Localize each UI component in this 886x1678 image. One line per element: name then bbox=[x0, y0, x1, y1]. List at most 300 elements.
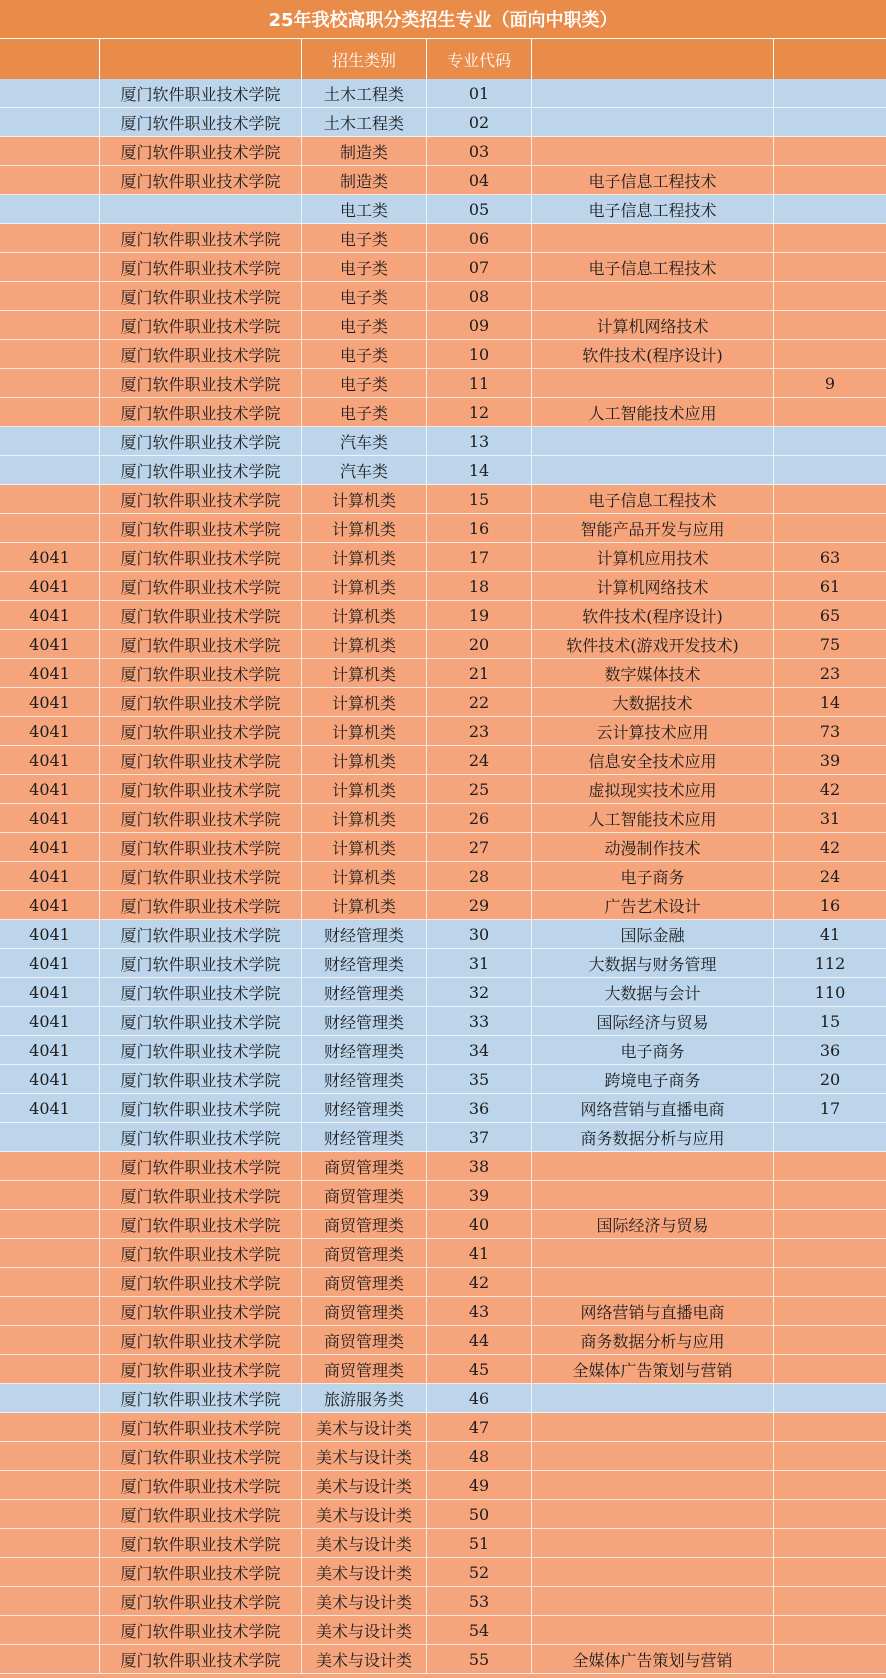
quota-cell: 9 bbox=[774, 369, 886, 398]
category-cell: 财经管理类 bbox=[302, 1094, 427, 1123]
major-name-cell bbox=[532, 427, 774, 456]
category-cell: 美术与设计类 bbox=[302, 1645, 427, 1674]
header-cell-0 bbox=[0, 39, 100, 79]
table-row bbox=[0, 398, 886, 427]
school-name-cell: 厦门软件职业技术学院 bbox=[100, 630, 302, 659]
quota-cell bbox=[774, 1210, 886, 1239]
table-row bbox=[0, 1326, 886, 1355]
major-code-cell: 33 bbox=[427, 1007, 532, 1036]
quota-cell bbox=[774, 1645, 886, 1674]
major-name-cell bbox=[532, 137, 774, 166]
table-row bbox=[0, 311, 886, 340]
quota-cell bbox=[774, 166, 886, 195]
school-name-cell: 厦门软件职业技术学院 bbox=[100, 514, 302, 543]
school-code-cell bbox=[0, 253, 100, 282]
major-name-cell bbox=[532, 1239, 774, 1268]
table-row bbox=[0, 920, 886, 949]
major-name-cell: 电子商务 bbox=[532, 1036, 774, 1065]
table-row bbox=[0, 1471, 886, 1500]
school-code-cell: 4041 bbox=[0, 775, 100, 804]
quota-cell: 15 bbox=[774, 1007, 886, 1036]
header-cell-1 bbox=[100, 39, 302, 79]
major-code-cell: 51 bbox=[427, 1529, 532, 1558]
category-cell: 电子类 bbox=[302, 224, 427, 253]
major-code-cell: 21 bbox=[427, 659, 532, 688]
major-name-cell: 全媒体广告策划与营销 bbox=[532, 1355, 774, 1384]
major-name-cell: 人工智能技术应用 bbox=[532, 804, 774, 833]
category-cell: 土木工程类 bbox=[302, 108, 427, 137]
school-name-cell: 厦门软件职业技术学院 bbox=[100, 891, 302, 920]
school-code-cell bbox=[0, 369, 100, 398]
school-name-cell: 厦门软件职业技术学院 bbox=[100, 862, 302, 891]
school-name-cell: 厦门软件职业技术学院 bbox=[100, 427, 302, 456]
major-code-cell: 36 bbox=[427, 1094, 532, 1123]
major-name-cell: 信息安全技术应用 bbox=[532, 746, 774, 775]
school-name-cell bbox=[100, 195, 302, 224]
table-row bbox=[0, 456, 886, 485]
quota-cell: 24 bbox=[774, 862, 886, 891]
quota-cell bbox=[774, 398, 886, 427]
table-row bbox=[0, 1616, 886, 1645]
table-row bbox=[0, 717, 886, 746]
quota-cell bbox=[774, 427, 886, 456]
quota-cell: 65 bbox=[774, 601, 886, 630]
school-code-cell bbox=[0, 1558, 100, 1587]
school-code-cell bbox=[0, 1181, 100, 1210]
category-cell: 电工类 bbox=[302, 195, 427, 224]
quota-cell bbox=[774, 1181, 886, 1210]
quota-cell: 112 bbox=[774, 949, 886, 978]
major-name-cell bbox=[532, 282, 774, 311]
major-code-cell: 15 bbox=[427, 485, 532, 514]
major-code-cell: 02 bbox=[427, 108, 532, 137]
major-name-cell: 动漫制作技术 bbox=[532, 833, 774, 862]
category-cell: 汽车类 bbox=[302, 456, 427, 485]
school-name-cell: 厦门软件职业技术学院 bbox=[100, 282, 302, 311]
category-cell: 计算机类 bbox=[302, 601, 427, 630]
category-cell: 美术与设计类 bbox=[302, 1587, 427, 1616]
table-row bbox=[0, 427, 886, 456]
category-cell: 财经管理类 bbox=[302, 1065, 427, 1094]
major-code-cell: 49 bbox=[427, 1471, 532, 1500]
quota-cell bbox=[774, 1239, 886, 1268]
school-name-cell: 厦门软件职业技术学院 bbox=[100, 224, 302, 253]
major-name-cell: 国际经济与贸易 bbox=[532, 1007, 774, 1036]
category-cell: 计算机类 bbox=[302, 775, 427, 804]
school-code-cell bbox=[0, 224, 100, 253]
category-cell: 电子类 bbox=[302, 369, 427, 398]
quota-cell bbox=[774, 1587, 886, 1616]
school-name-cell: 厦门软件职业技术学院 bbox=[100, 572, 302, 601]
category-cell: 商贸管理类 bbox=[302, 1239, 427, 1268]
quota-cell: 73 bbox=[774, 717, 886, 746]
table-row bbox=[0, 543, 886, 572]
major-name-cell bbox=[532, 79, 774, 108]
quota-cell: 39 bbox=[774, 746, 886, 775]
school-code-cell bbox=[0, 340, 100, 369]
major-name-cell: 电子商务 bbox=[532, 862, 774, 891]
school-code-cell bbox=[0, 137, 100, 166]
school-name-cell: 厦门软件职业技术学院 bbox=[100, 369, 302, 398]
school-code-cell: 4041 bbox=[0, 572, 100, 601]
major-code-cell: 42 bbox=[427, 1268, 532, 1297]
major-name-cell: 软件技术(程序设计) bbox=[532, 340, 774, 369]
school-name-cell: 厦门软件职业技术学院 bbox=[100, 775, 302, 804]
quota-cell bbox=[774, 108, 886, 137]
major-name-cell bbox=[532, 1413, 774, 1442]
school-code-cell: 4041 bbox=[0, 659, 100, 688]
category-cell: 制造类 bbox=[302, 166, 427, 195]
school-name-cell: 厦门软件职业技术学院 bbox=[100, 717, 302, 746]
major-code-cell: 40 bbox=[427, 1210, 532, 1239]
major-code-cell: 53 bbox=[427, 1587, 532, 1616]
category-cell: 商贸管理类 bbox=[302, 1181, 427, 1210]
school-code-cell bbox=[0, 456, 100, 485]
school-name-cell: 厦门软件职业技术学院 bbox=[100, 1065, 302, 1094]
school-code-cell: 4041 bbox=[0, 717, 100, 746]
school-name-cell: 厦门软件职业技术学院 bbox=[100, 1471, 302, 1500]
school-code-cell bbox=[0, 1471, 100, 1500]
header-cell-5 bbox=[774, 39, 886, 79]
school-code-cell: 4041 bbox=[0, 688, 100, 717]
table-row bbox=[0, 195, 886, 224]
major-code-cell: 20 bbox=[427, 630, 532, 659]
category-cell: 制造类 bbox=[302, 137, 427, 166]
quota-cell bbox=[774, 137, 886, 166]
table-row bbox=[0, 1239, 886, 1268]
table-row bbox=[0, 1094, 886, 1123]
quota-cell bbox=[774, 1500, 886, 1529]
quota-cell: 17 bbox=[774, 1094, 886, 1123]
school-name-cell: 厦门软件职业技术学院 bbox=[100, 1181, 302, 1210]
major-code-cell: 43 bbox=[427, 1297, 532, 1326]
category-cell: 美术与设计类 bbox=[302, 1413, 427, 1442]
school-code-cell bbox=[0, 1210, 100, 1239]
quota-cell bbox=[774, 1326, 886, 1355]
category-cell: 计算机类 bbox=[302, 833, 427, 862]
table-row bbox=[0, 1355, 886, 1384]
major-name-cell: 商务数据分析与应用 bbox=[532, 1123, 774, 1152]
category-cell: 电子类 bbox=[302, 398, 427, 427]
quota-cell bbox=[774, 1297, 886, 1326]
quota-cell bbox=[774, 311, 886, 340]
table-row bbox=[0, 1645, 886, 1674]
school-name-cell: 厦门软件职业技术学院 bbox=[100, 746, 302, 775]
category-cell: 财经管理类 bbox=[302, 978, 427, 1007]
school-name-cell: 厦门软件职业技术学院 bbox=[100, 1152, 302, 1181]
school-name-cell: 厦门软件职业技术学院 bbox=[100, 1355, 302, 1384]
school-code-cell bbox=[0, 1239, 100, 1268]
major-code-cell: 50 bbox=[427, 1500, 532, 1529]
major-name-cell bbox=[532, 1529, 774, 1558]
table-row bbox=[0, 804, 886, 833]
major-name-cell bbox=[532, 1471, 774, 1500]
category-cell: 计算机类 bbox=[302, 804, 427, 833]
school-code-cell bbox=[0, 1355, 100, 1384]
school-name-cell: 厦门软件职业技术学院 bbox=[100, 833, 302, 862]
category-cell: 计算机类 bbox=[302, 514, 427, 543]
quota-cell bbox=[774, 1268, 886, 1297]
school-code-cell bbox=[0, 282, 100, 311]
major-code-cell: 17 bbox=[427, 543, 532, 572]
school-name-cell: 厦门软件职业技术学院 bbox=[100, 340, 302, 369]
school-name-cell: 厦门软件职业技术学院 bbox=[100, 1384, 302, 1413]
school-name-cell: 厦门软件职业技术学院 bbox=[100, 1268, 302, 1297]
major-code-cell: 19 bbox=[427, 601, 532, 630]
major-code-cell: 45 bbox=[427, 1355, 532, 1384]
major-code-cell: 11 bbox=[427, 369, 532, 398]
major-name-cell bbox=[532, 1181, 774, 1210]
major-code-cell: 22 bbox=[427, 688, 532, 717]
category-cell: 计算机类 bbox=[302, 717, 427, 746]
major-name-cell bbox=[532, 1587, 774, 1616]
quota-cell: 14 bbox=[774, 688, 886, 717]
school-name-cell: 厦门软件职业技术学院 bbox=[100, 1442, 302, 1471]
major-code-cell: 10 bbox=[427, 340, 532, 369]
major-code-cell: 46 bbox=[427, 1384, 532, 1413]
major-code-cell: 34 bbox=[427, 1036, 532, 1065]
category-cell: 计算机类 bbox=[302, 891, 427, 920]
major-code-cell: 08 bbox=[427, 282, 532, 311]
school-code-cell: 4041 bbox=[0, 804, 100, 833]
major-name-cell: 全媒体广告策划与营销 bbox=[532, 1645, 774, 1674]
school-code-cell: 4041 bbox=[0, 891, 100, 920]
major-code-cell: 55 bbox=[427, 1645, 532, 1674]
table-row bbox=[0, 1152, 886, 1181]
major-name-cell: 计算机网络技术 bbox=[532, 572, 774, 601]
table-row bbox=[0, 1442, 886, 1471]
major-code-cell: 48 bbox=[427, 1442, 532, 1471]
table-row bbox=[0, 1587, 886, 1616]
major-code-cell: 18 bbox=[427, 572, 532, 601]
school-name-cell: 厦门软件职业技术学院 bbox=[100, 1558, 302, 1587]
major-code-cell: 25 bbox=[427, 775, 532, 804]
major-code-cell: 28 bbox=[427, 862, 532, 891]
school-code-cell bbox=[0, 1616, 100, 1645]
school-code-cell bbox=[0, 1326, 100, 1355]
major-name-cell bbox=[532, 1442, 774, 1471]
major-code-cell: 12 bbox=[427, 398, 532, 427]
table-row bbox=[0, 1123, 886, 1152]
major-code-cell: 03 bbox=[427, 137, 532, 166]
school-name-cell: 厦门软件职业技术学院 bbox=[100, 949, 302, 978]
school-name-cell: 厦门软件职业技术学院 bbox=[100, 311, 302, 340]
table-row bbox=[0, 659, 886, 688]
major-name-cell: 跨境电子商务 bbox=[532, 1065, 774, 1094]
school-code-cell: 4041 bbox=[0, 833, 100, 862]
school-code-cell: 4041 bbox=[0, 1036, 100, 1065]
quota-cell bbox=[774, 514, 886, 543]
table-row bbox=[0, 108, 886, 137]
table-title: 25年我校高职分类招生专业（面向中职类） bbox=[0, 0, 886, 39]
category-cell: 旅游服务类 bbox=[302, 1384, 427, 1413]
school-code-cell bbox=[0, 166, 100, 195]
category-cell: 土木工程类 bbox=[302, 79, 427, 108]
school-name-cell: 厦门软件职业技术学院 bbox=[100, 398, 302, 427]
quota-cell: 41 bbox=[774, 920, 886, 949]
school-code-cell bbox=[0, 485, 100, 514]
header-major-code: 专业代码 bbox=[427, 39, 532, 79]
school-code-cell bbox=[0, 514, 100, 543]
table-body bbox=[0, 79, 886, 1674]
school-name-cell: 厦门软件职业技术学院 bbox=[100, 108, 302, 137]
major-name-cell: 广告艺术设计 bbox=[532, 891, 774, 920]
school-name-cell: 厦门软件职业技术学院 bbox=[100, 1210, 302, 1239]
school-code-cell: 4041 bbox=[0, 920, 100, 949]
school-name-cell: 厦门软件职业技术学院 bbox=[100, 1123, 302, 1152]
category-cell: 商贸管理类 bbox=[302, 1152, 427, 1181]
category-cell: 美术与设计类 bbox=[302, 1442, 427, 1471]
table-row bbox=[0, 166, 886, 195]
school-code-cell bbox=[0, 1152, 100, 1181]
category-cell: 计算机类 bbox=[302, 572, 427, 601]
school-name-cell: 厦门软件职业技术学院 bbox=[100, 1094, 302, 1123]
category-cell: 商贸管理类 bbox=[302, 1355, 427, 1384]
school-name-cell: 厦门软件职业技术学院 bbox=[100, 659, 302, 688]
major-code-cell: 39 bbox=[427, 1181, 532, 1210]
major-name-cell: 虚拟现实技术应用 bbox=[532, 775, 774, 804]
major-name-cell: 国际经济与贸易 bbox=[532, 1210, 774, 1239]
school-code-cell bbox=[0, 1384, 100, 1413]
category-cell: 财经管理类 bbox=[302, 1007, 427, 1036]
quota-cell: 20 bbox=[774, 1065, 886, 1094]
quota-cell bbox=[774, 1413, 886, 1442]
table-row bbox=[0, 833, 886, 862]
quota-cell bbox=[774, 1442, 886, 1471]
school-name-cell: 厦门软件职业技术学院 bbox=[100, 978, 302, 1007]
table-row bbox=[0, 1065, 886, 1094]
category-cell: 商贸管理类 bbox=[302, 1326, 427, 1355]
category-cell: 电子类 bbox=[302, 253, 427, 282]
quota-cell bbox=[774, 485, 886, 514]
school-code-cell: 4041 bbox=[0, 746, 100, 775]
school-code-cell bbox=[0, 1529, 100, 1558]
header-cell-4 bbox=[532, 39, 774, 79]
table-row bbox=[0, 369, 886, 398]
major-name-cell bbox=[532, 1500, 774, 1529]
table-row bbox=[0, 688, 886, 717]
quota-cell: 75 bbox=[774, 630, 886, 659]
major-name-cell: 电子信息工程技术 bbox=[532, 253, 774, 282]
school-name-cell: 厦门软件职业技术学院 bbox=[100, 1007, 302, 1036]
table-row bbox=[0, 1210, 886, 1239]
school-name-cell: 厦门软件职业技术学院 bbox=[100, 804, 302, 833]
category-cell: 计算机类 bbox=[302, 688, 427, 717]
school-code-cell bbox=[0, 398, 100, 427]
table-row bbox=[0, 340, 886, 369]
major-name-cell: 智能产品开发与应用 bbox=[532, 514, 774, 543]
major-name-cell: 大数据技术 bbox=[532, 688, 774, 717]
quota-cell: 23 bbox=[774, 659, 886, 688]
major-code-cell: 23 bbox=[427, 717, 532, 746]
major-code-cell: 29 bbox=[427, 891, 532, 920]
major-name-cell: 电子信息工程技术 bbox=[532, 195, 774, 224]
category-cell: 计算机类 bbox=[302, 746, 427, 775]
school-name-cell: 厦门软件职业技术学院 bbox=[100, 543, 302, 572]
quota-cell bbox=[774, 1152, 886, 1181]
category-cell: 商贸管理类 bbox=[302, 1297, 427, 1326]
major-code-cell: 27 bbox=[427, 833, 532, 862]
major-name-cell: 人工智能技术应用 bbox=[532, 398, 774, 427]
school-code-cell: 4041 bbox=[0, 949, 100, 978]
major-name-cell: 电子信息工程技术 bbox=[532, 166, 774, 195]
major-name-cell: 大数据与财务管理 bbox=[532, 949, 774, 978]
school-code-cell: 4041 bbox=[0, 1007, 100, 1036]
major-code-cell: 47 bbox=[427, 1413, 532, 1442]
major-name-cell bbox=[532, 1558, 774, 1587]
table-row bbox=[0, 978, 886, 1007]
quota-cell bbox=[774, 456, 886, 485]
category-cell: 美术与设计类 bbox=[302, 1500, 427, 1529]
category-cell: 商贸管理类 bbox=[302, 1210, 427, 1239]
school-code-cell bbox=[0, 311, 100, 340]
table-header bbox=[0, 39, 886, 79]
table-row bbox=[0, 862, 886, 891]
major-name-cell: 大数据与会计 bbox=[532, 978, 774, 1007]
major-name-cell: 网络营销与直播电商 bbox=[532, 1297, 774, 1326]
school-name-cell: 厦门软件职业技术学院 bbox=[100, 485, 302, 514]
table-row bbox=[0, 949, 886, 978]
school-name-cell: 厦门软件职业技术学院 bbox=[100, 920, 302, 949]
quota-cell: 42 bbox=[774, 775, 886, 804]
major-code-cell: 24 bbox=[427, 746, 532, 775]
table-row bbox=[0, 1181, 886, 1210]
major-name-cell: 软件技术(游戏开发技术) bbox=[532, 630, 774, 659]
major-name-cell bbox=[532, 456, 774, 485]
header-category: 招生类别 bbox=[302, 39, 427, 79]
category-cell: 美术与设计类 bbox=[302, 1558, 427, 1587]
major-name-cell: 云计算技术应用 bbox=[532, 717, 774, 746]
major-code-cell: 35 bbox=[427, 1065, 532, 1094]
category-cell: 计算机类 bbox=[302, 543, 427, 572]
major-name-cell: 国际金融 bbox=[532, 920, 774, 949]
category-cell: 美术与设计类 bbox=[302, 1471, 427, 1500]
major-code-cell: 26 bbox=[427, 804, 532, 833]
category-cell: 汽车类 bbox=[302, 427, 427, 456]
quota-cell: 16 bbox=[774, 891, 886, 920]
school-code-cell: 4041 bbox=[0, 601, 100, 630]
table-row bbox=[0, 1529, 886, 1558]
school-code-cell bbox=[0, 195, 100, 224]
quota-cell bbox=[774, 1529, 886, 1558]
major-code-cell: 41 bbox=[427, 1239, 532, 1268]
school-name-cell: 厦门软件职业技术学院 bbox=[100, 688, 302, 717]
school-code-cell: 4041 bbox=[0, 543, 100, 572]
school-name-cell: 厦门软件职业技术学院 bbox=[100, 137, 302, 166]
school-code-cell bbox=[0, 1500, 100, 1529]
table-row bbox=[0, 79, 886, 108]
major-code-cell: 05 bbox=[427, 195, 532, 224]
school-name-cell: 厦门软件职业技术学院 bbox=[100, 1239, 302, 1268]
school-name-cell: 厦门软件职业技术学院 bbox=[100, 1587, 302, 1616]
major-name-cell: 电子信息工程技术 bbox=[532, 485, 774, 514]
major-name-cell: 数字媒体技术 bbox=[532, 659, 774, 688]
major-code-cell: 14 bbox=[427, 456, 532, 485]
major-name-cell: 计算机网络技术 bbox=[532, 311, 774, 340]
major-code-cell: 06 bbox=[427, 224, 532, 253]
major-name-cell bbox=[532, 1616, 774, 1645]
school-code-cell bbox=[0, 108, 100, 137]
category-cell: 财经管理类 bbox=[302, 1123, 427, 1152]
school-code-cell: 4041 bbox=[0, 1065, 100, 1094]
quota-cell: 31 bbox=[774, 804, 886, 833]
quota-cell: 110 bbox=[774, 978, 886, 1007]
table-row bbox=[0, 137, 886, 166]
table-row bbox=[0, 224, 886, 253]
quota-cell bbox=[774, 1471, 886, 1500]
quota-cell: 42 bbox=[774, 833, 886, 862]
table-row bbox=[0, 514, 886, 543]
